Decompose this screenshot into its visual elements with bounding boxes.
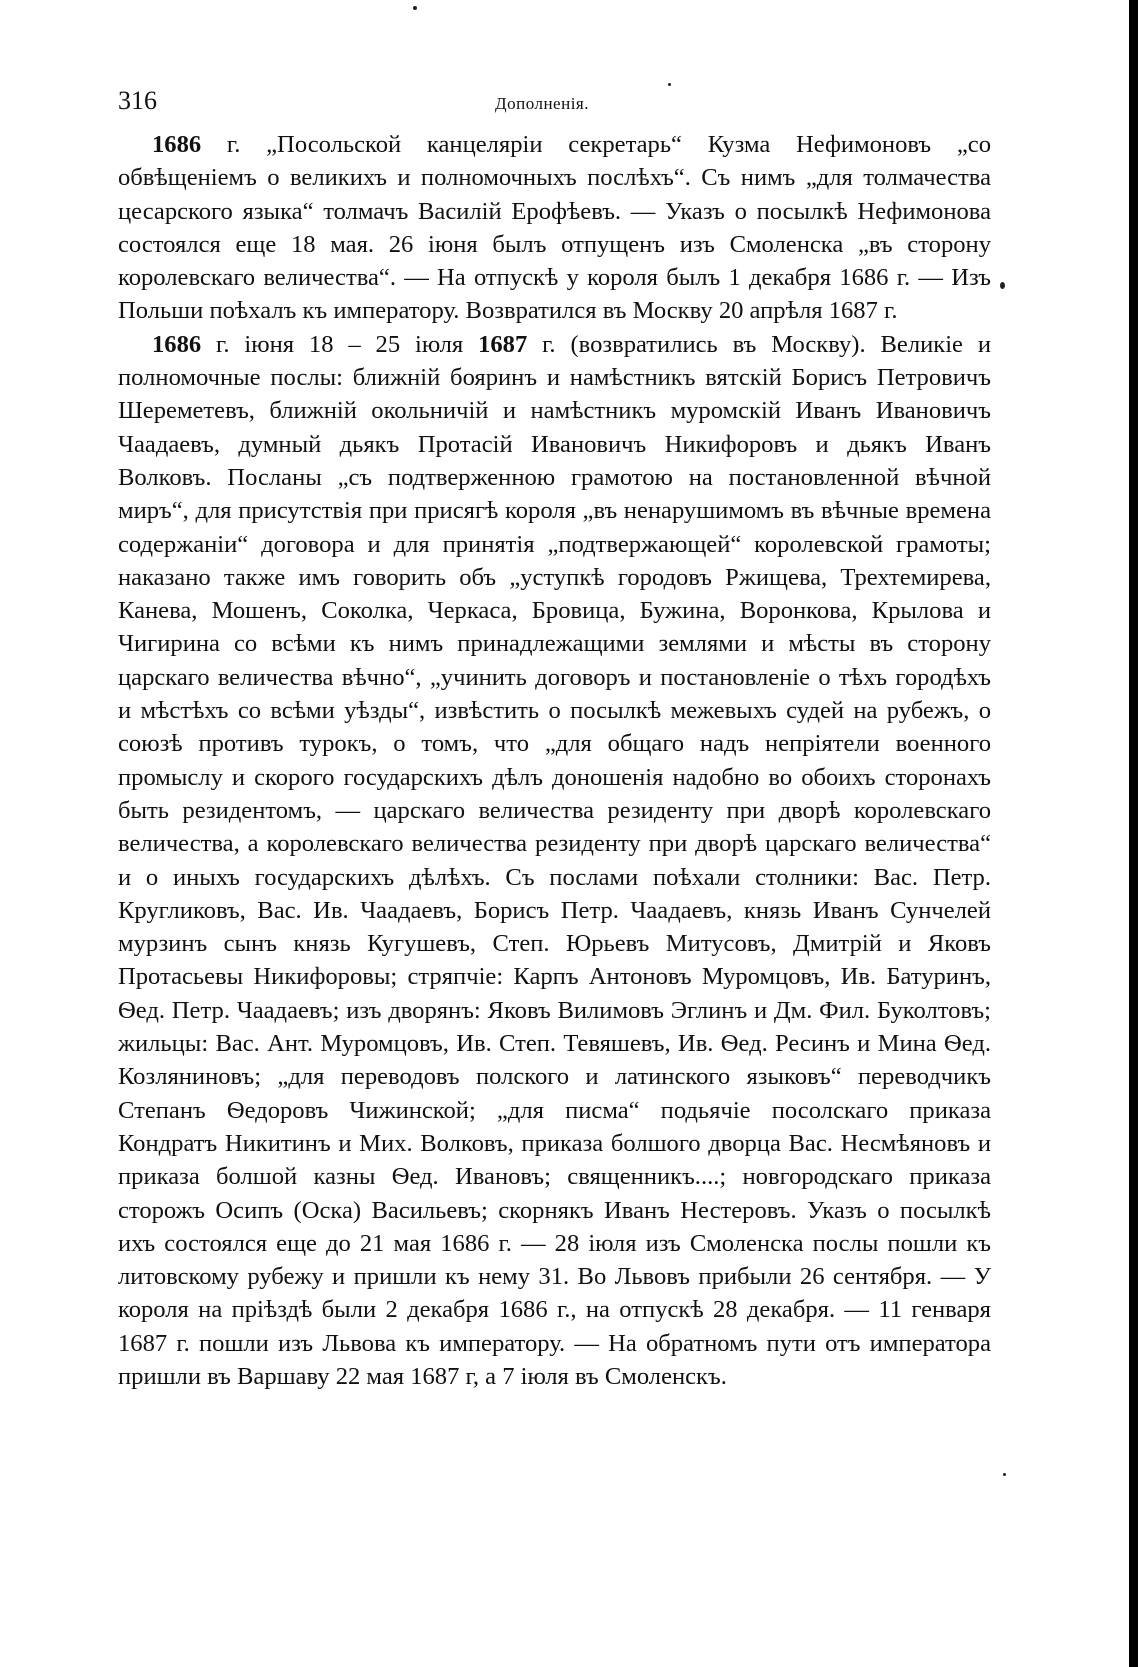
entry-paragraph: [118, 128, 991, 328]
scan-speck: [413, 6, 417, 10]
entry-paragraph: [118, 328, 991, 1394]
page-edge-binding: [1129, 0, 1138, 1667]
entry-text: г. „Посольской канцеляріи секретарь“ Кузма Нефимоновъ „со обвѣщеніемъ о великихъ и полномочныхъ послѣхъ“. Съ нимъ „для толмачества цесарского языка“ толмачъ Василій Ерофѣевъ. — Указъ о посылкѣ Нефимонова состоялся еще 18 мая. 26 іюня былъ отпущенъ изъ Смоленска „въ сторону королевскаго величества“. — На отпускѣ у короля былъ 1 декабря 1686 г. — Изъ Польши поѣхалъ къ императору. Возвратился въ Москву 20 апрѣля 1687 г.: [118, 131, 991, 325]
page-number: 316: [118, 86, 157, 115]
entry-date-range: г. іюня 18 – 25 іюля: [201, 330, 479, 358]
document-body: [118, 128, 991, 1393]
scan-speck: [1003, 1473, 1006, 1476]
entry-year-end: 1687: [478, 330, 528, 358]
scan-speck: [668, 83, 671, 86]
entry-year: 1686: [152, 131, 202, 158]
running-title: Дополненія.: [495, 94, 589, 113]
entry-text: г. (возвратились въ Москву). Великіе и полномочные послы: ближній бояринъ и намѣстникъ вятскій Борисъ Петровичъ Шереметевъ, ближній окольничій и намѣстникъ муромскій Иванъ Ивановичъ Чаадаевъ, думный дьякъ Протасій Ивановичъ Никифоровъ и дьякъ Иванъ Волковъ. Посланы „съ подтверженною грамотою на постановленной вѣчной миръ“, для присутствія при присягѣ короля „въ ненарушимомъ въ вѣчные времена содержаніи“ договора и для принятія „подтвержающей“ королевской грамоты; наказано также имъ говорить объ „уступкѣ городовъ Ржищева, Трехтемирева, Канева, Мошенъ, Соколка, Черкаса, Бровица, Бужина, Воронкова, Крылова и Чигирина со всѣми къ нимъ принадлежащими землями и мѣсты въ сторону царскаго величества вѣчно“, „учинить договоръ и постановленіе о тѣхъ городѣхъ и мѣстѣхъ со всѣми уѣзды“, извѣстить о посылкѣ межевыхъ судей на рубежъ, о союзѣ противъ турокъ, о томъ, что „для общаго надъ непріятели военного промыслу и скорого государскихъ дѣлъ доношенія надобно во обоихъ сторонахъ быть резидентомъ, — царскаго величества резиденту при дворѣ королевскаго величества, а королевскаго величества резиденту при дворѣ царскаго величества“ и о иныхъ государскихъ дѣлѣхъ. Съ послами поѣхали столники: Вас. Петр. Кругликовъ, Вас. Ив. Чаадаевъ, Борисъ Петр. Чаадаевъ, князь Иванъ Сунчелей мурзинъ сынъ князь Кугушевъ, Степ. Юрьевъ Митусовъ, Дмитрій и Яковъ Протасьевы Никифоровы; стряпчіе: Карпъ Антоновъ Муромцовъ, Ив. Батуринъ, Ѳед. Петр. Чаадаевъ; изъ дворянъ: Яковъ Вилимовъ Эглинъ и Дм. Фил. Буколтовъ; жильцы: Вас. Ант. Муромцовъ, Ив. Степ. Тевяшевъ, Ив. Ѳед. Ресинъ и Мина Ѳед. Козляниновъ; „для переводовъ полского и латинского языковъ“ переводчикъ Степанъ Ѳедоровъ Чижинской; „для писма“ подьячіе посолскаго приказа Кондратъ Никитинъ и Мих. Волковъ, приказа болшого дворца Вас. Несмѣяновъ и приказа болшой казны Ѳед. Ивановъ; священникъ....; новгородскаго приказа сторожъ Осипъ (Оска) Васильевъ; скорнякъ Иванъ Нестеровъ. Указъ о посылкѣ ихъ состоялся еще до 21 мая 1686 г. — 28 іюля изъ Смоленска послы пошли къ литовскому рубежу и пришли къ нему 31. Во Львовъ прибыли 26 сентября. — У короля на пріѣздѣ были 2 декабря 1686 г., на отпускѣ 28 декабря. — 11 генваря 1687 г. пошли изъ Львова къ императору. — На обратномъ пути отъ императора пришли въ Варшаву 22 мая 1687 г, а 7 іюля въ Смоленскъ.: [118, 330, 991, 1390]
entry-year: 1686: [152, 330, 202, 358]
scan-speck: [1000, 282, 1005, 289]
